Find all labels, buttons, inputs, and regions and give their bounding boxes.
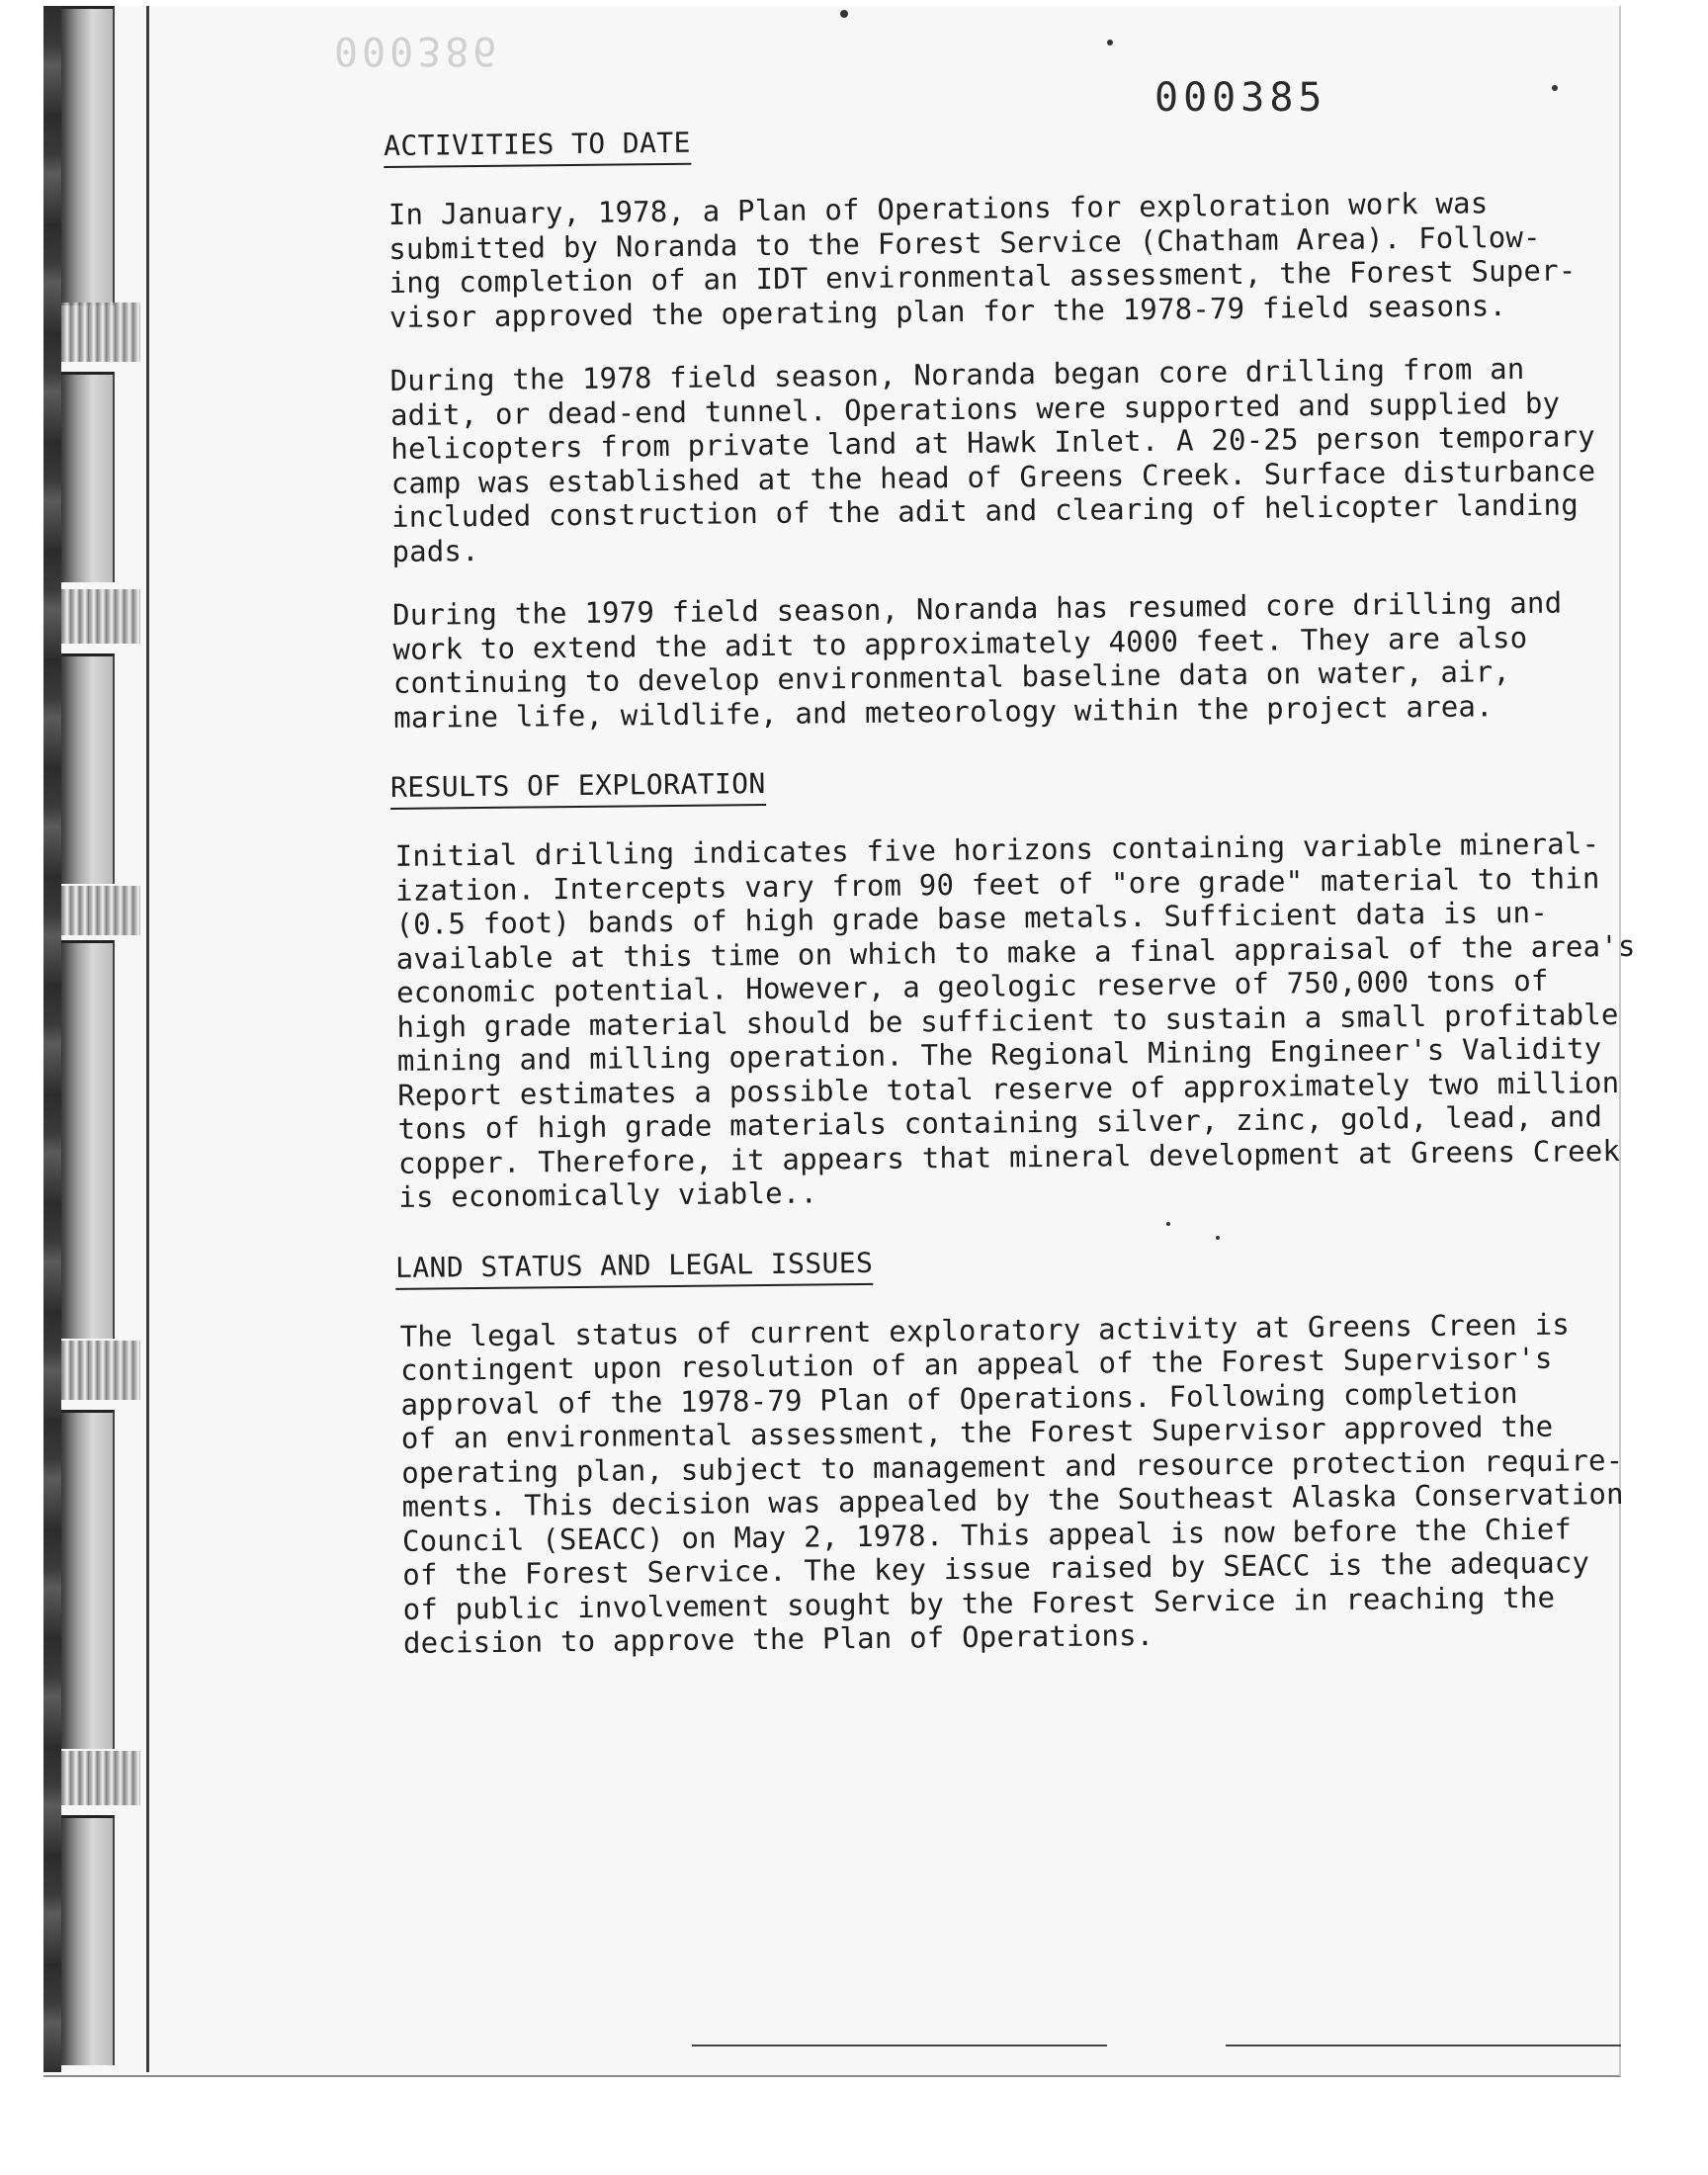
section-results xyxy=(389,757,1636,1214)
text-line: copper. Therefore, it appears that mineral development at Greens Creek xyxy=(397,1133,1621,1180)
text-line: contingent upon resolution of an appeal of the Forest Supervisor's xyxy=(399,1341,1553,1387)
paragraph xyxy=(388,185,1611,334)
text-line: high grade material should be sufficient to sustain a small profitable xyxy=(396,997,1619,1044)
text-line: continuing to develop environmental baseline data on water, air, xyxy=(392,654,1511,700)
text-line: The legal status of current exploratory activity at Greens Creen is xyxy=(399,1307,1571,1353)
scan-edge-line xyxy=(1226,2044,1621,2046)
text-line: adit, or dead-end tunnel. Operations were supported and supplied by xyxy=(389,386,1561,432)
text-line: During the 1979 field season, Noranda has resumed core drilling and xyxy=(391,585,1563,632)
text-line: ing completion of an IDT environmental assessment, the Forest Super- xyxy=(388,253,1577,300)
scan-speck xyxy=(1166,1222,1170,1226)
paragraph xyxy=(394,826,1636,1214)
text-line: Council (SEACC) on May 2, 1978. This appeal is now before the Chief xyxy=(401,1511,1573,1558)
scan-speck xyxy=(1107,40,1113,45)
text-line: of the Forest Service. The key issue raised by SEACC is the adequacy xyxy=(402,1545,1590,1592)
text-line: camp was established at the head of Greens Creek. Surface disturbance xyxy=(390,453,1596,500)
text-line: is economically viable.. xyxy=(398,1175,818,1214)
text-line: available at this time on which to make a final appraisal of the area's xyxy=(395,928,1636,976)
section-heading: RESULTS OF EXPLORATION xyxy=(390,766,766,810)
scan-speck xyxy=(1216,1236,1220,1240)
text-line: approval of the 1978-79 Plan of Operations. Following completion xyxy=(400,1375,1518,1422)
text-line: tons of high grade materials containing silver, zinc, gold, lead, and xyxy=(397,1099,1603,1146)
paragraph xyxy=(392,585,1615,735)
section-heading: ACTIVITIES TO DATE xyxy=(384,126,691,168)
text-line: economic potential. However, a geologic reserve of 750,000 tons of xyxy=(395,963,1549,1009)
text-line: helicopters from private land at Hawk Inlet. A 20-25 person temporary xyxy=(390,419,1596,466)
scan-edge-line xyxy=(692,2044,1107,2046)
scan-speck xyxy=(840,10,848,18)
text-line: of public involvement sought by the Forest Service in reaching the xyxy=(402,1580,1556,1626)
text-line: included construction of the adit and clearing of helicopter landing xyxy=(390,487,1580,534)
text-line: mining and milling operation. The Regional Mining Engineer's Validity xyxy=(396,1031,1602,1078)
text-line: ments. This decision was appealed by the Southeast Alaska Conservation xyxy=(401,1476,1624,1523)
text-line: ization. Intercepts vary from 90 feet of "ore grade" material to thin xyxy=(394,860,1600,908)
text-line: work to extend the adit to approximately 4000 feet. They are also xyxy=(392,620,1528,666)
paragraph xyxy=(389,351,1613,568)
paragraph xyxy=(400,1306,1626,1660)
text-line: operating plan, subject to management and resource protection require- xyxy=(401,1442,1624,1490)
text-line: visor approved the operating plan for the 1978-79 field seasons. xyxy=(388,288,1507,334)
text-line: of an environmental assessment, the Forest Supervisor approved the xyxy=(400,1409,1554,1455)
text-line: Report estimates a possible total reserve of approximately two million xyxy=(397,1065,1620,1112)
section-heading: LAND STATUS AND LEGAL ISSUES xyxy=(395,1245,874,1289)
page-number-stamp: 000385 xyxy=(1154,75,1327,121)
text-line: During the 1978 field season, Noranda began core drilling from an xyxy=(389,351,1525,397)
scan-speck xyxy=(1552,85,1558,91)
section-activities xyxy=(384,116,1615,735)
document-body xyxy=(384,116,1636,1690)
text-line: Initial drilling indicates five horizons containing variable mineral- xyxy=(394,826,1600,873)
section-land-status xyxy=(395,1237,1625,1660)
text-line: In January, 1978, a Plan of Operations for exploration work was xyxy=(387,186,1489,231)
text-line: submitted by Noranda to the Forest Service (Chatham Area). Follow- xyxy=(388,219,1541,266)
text-line: (0.5 foot) bands of high grade base metals. Sufficient data is un- xyxy=(395,895,1549,941)
text-line: marine life, wildlife, and meteorology within the project area. xyxy=(393,688,1494,735)
text-line: decision to approve the Plan of Operations. xyxy=(402,1617,1154,1660)
faint-page-stamp: 000386 xyxy=(334,28,501,73)
text-line: pads. xyxy=(391,533,479,568)
